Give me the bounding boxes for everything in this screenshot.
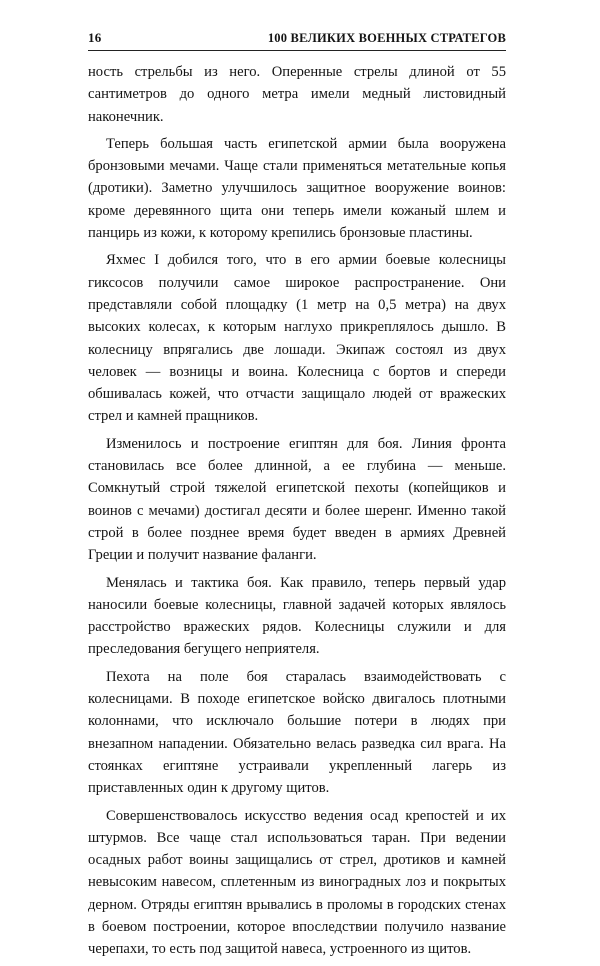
paragraph-3: Яхмес I добился того, что в его армии боевые колесницы гиксосов получили самое широкое распространение. Они представляли собой площадку (1 метр на 0,5 метра) на двух высоких колесах, к которым наглухо прикреплялось дышло. В колесницу впрягались две лошади. Экипаж состоял из двух человек — возницы и воина. Колесница с бортов и спереди обшивалась кожей, что отчасти защищало людей от вражеских стрел и камней пращников. [88, 252, 506, 425]
paragraph-7: Совершенствовалось искусство ведения осад крепостей и их штурмов. Все чаще стал использоваться таран. При ведении осадных работ воины защищались от стрел, дротиков и камней невысоким навесом, сплетенным из виноградных лоз и покрытых дерном. Отряды египтян врывались в проломы в городских стенах в боевом построении, которое впоследствии получило название черепахи, то есть под защитой навеса, устроенного из щитов. [88, 807, 506, 958]
page-body [88, 61, 506, 961]
paragraph-6: Пехота на поле боя старалась взаимодействовать с колесницами. В походе египетское войско двигалось плотными колоннами, что исключало большие потери в людях при внезапном нападении. Обязательно велась разведка сил врага. На стоянках египтяне устраивали укрепленный лагерь из приставленных один к другому щитов. [88, 668, 506, 797]
paragraph-4: Изменилось и построение египтян для боя. Линия фронта становилась все более длинной, а ее глубина — меньше. Сомкнутый строй тяжелой египетской пехоты (копейщиков и воинов с мечами) достигал десяти и более шеренг. Именно такой строй в более позднее время будет введен в армиях Древней Греции и получит название фаланги. [88, 435, 506, 564]
page-number: 16 [88, 30, 102, 45]
paragraph-5: Менялась и тактика боя. Как правило, теперь первый удар наносили боевые колесницы, главной задачей которых являлось расстройство вражеских рядов. Колесницы служили и для преследования бегущего неприятеля. [88, 574, 506, 658]
book-title: 100 ВЕЛИКИХ ВОЕННЫХ СТРАТЕГОВ [267, 31, 506, 45]
running-header [88, 30, 506, 51]
paragraph-2: Теперь большая часть египетской армии была вооружена бронзовыми мечами. Чаще стали применяться метательные копья (дротики). Заметно улучшилось защитное вооружение воинов: кроме деревянного щита они теперь имели кожаный шлем и панцирь из кожи, к которому крепились бронзовые пластины. [88, 135, 506, 242]
book-page [88, 30, 506, 966]
paragraph-1: ность стрельбы из него. Оперенные стрелы длиной от 55 сантиметров до одного метра имели медный листовидный наконечник. [88, 64, 506, 125]
